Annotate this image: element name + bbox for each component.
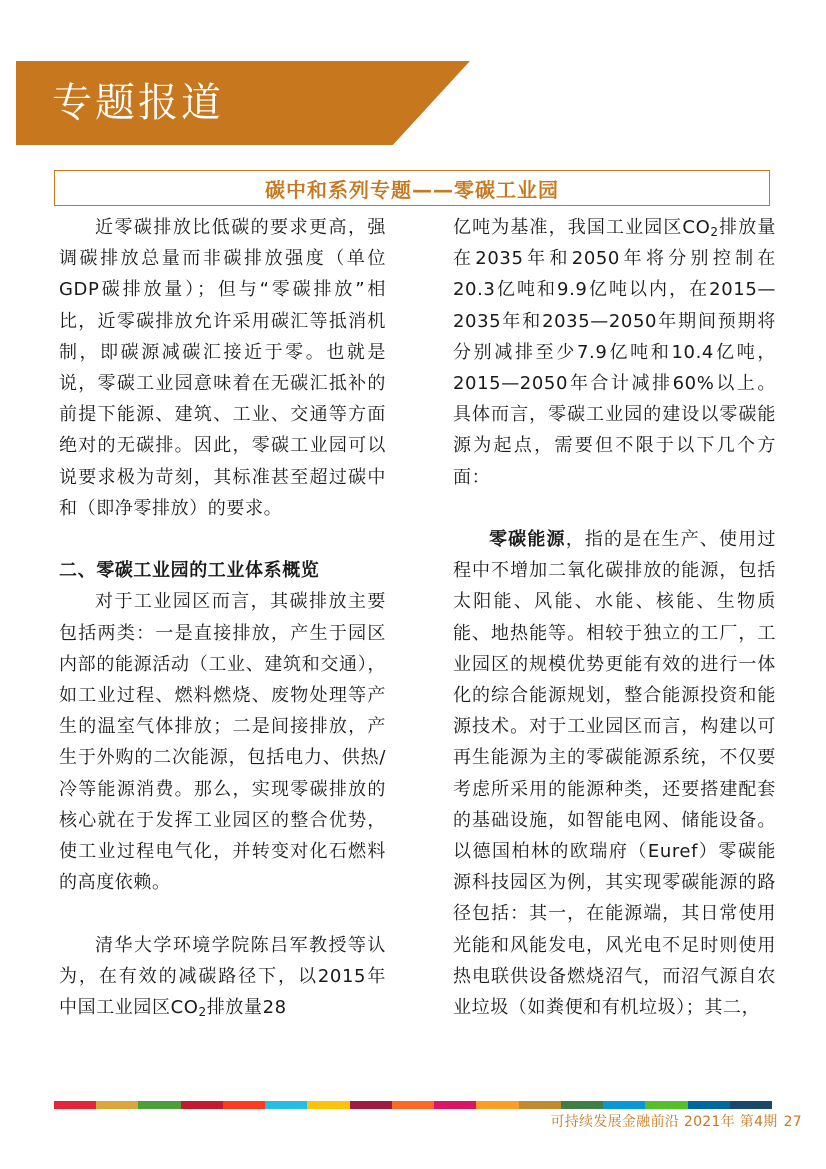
publication-name: 可持续发展金融前沿 2021年 第4期: [550, 1114, 778, 1130]
sdg-color-bar: [54, 1101, 772, 1109]
page-footer: [550, 1111, 802, 1131]
left-paragraph-3-tail: 排放量28: [206, 997, 287, 1019]
right-paragraph-1-text: 亿吨为基准，我国工业园区CO: [453, 217, 711, 238]
article-subtitle-box: [54, 170, 770, 206]
color-bar-segment: [434, 1101, 476, 1109]
color-bar-segment: [223, 1101, 265, 1109]
left-paragraph-3-text: 清华大学环境学院陈吕军教授等认为，在有效的减碳路径下，以2015年中国工业园区CO: [59, 934, 386, 1019]
co2-subscript: 2: [710, 225, 719, 239]
left-paragraph-2: 对于工业园区而言，其碳排放主要包括两类：一是直接排放，产生于园区内部的能源活动（工业、建筑和交通），如工业过程、燃料燃烧、废物处理等产生的温室气体排放；二是间接排放，产生于外购的二次能源，包括电力、供热/冷等能源消费。那么，实现零碳排放的核心就在于发挥工业园区的整合优势，使工业过程电气化，并转变对化石燃料的高度依赖。: [59, 591, 386, 894]
right-paragraph-1-tail: 排放量在2035年和2050年将分别控制在20.3亿吨和9.9亿吨以内，在2015—2035年和2035—2050年期间预期将分别减排至少7.9亿吨和10.4亿吨，2015—2050年合计减排60%以上。具体而言，零碳工业园的建设以零碳能源为起点，需要但不限于以下几个方面：: [453, 217, 776, 488]
color-bar-segment: [265, 1101, 307, 1109]
color-bar-segment: [730, 1101, 772, 1109]
co2-subscript: 2: [198, 1005, 207, 1020]
color-bar-segment: [476, 1101, 518, 1109]
color-bar-segment: [645, 1101, 687, 1109]
right-paragraph-2: [453, 524, 776, 1023]
right-paragraph-1: [453, 212, 776, 493]
page-number: 27: [783, 1114, 802, 1130]
color-bar-segment: [307, 1101, 349, 1109]
color-bar-segment: [181, 1101, 223, 1109]
color-bar-segment: [688, 1101, 730, 1109]
section-title: 专题报道: [52, 80, 224, 126]
color-bar-segment: [603, 1101, 645, 1109]
color-bar-segment: [96, 1101, 138, 1109]
color-bar-segment: [350, 1101, 392, 1109]
term-zero-carbon-energy: 零碳能源: [489, 529, 566, 551]
left-paragraph-1: 近零碳排放比低碳的要求更高，强调碳排放总量而非碳排放强度（单位GDP碳排放量）；但与“零碳排放”相比，近零碳排放允许采用碳汇等抵消机制，即碳源减碳汇接近于零。也就是说，零碳工业园意味着在无碳汇抵补的前提下能源、建筑、工业、交通等方面绝对的无碳排。因此，零碳工业园可以说要求极为苛刻，其标准甚至超过碳中和（即净零排放）的要求。: [59, 217, 386, 519]
color-bar-segment: [519, 1101, 561, 1109]
color-bar-segment: [561, 1101, 603, 1109]
right-column: [453, 212, 776, 1023]
color-bar-segment: [54, 1101, 96, 1109]
color-bar-segment: [138, 1101, 180, 1109]
article-subtitle: 碳中和系列专题——零碳工业园: [265, 177, 559, 202]
left-column: [59, 212, 386, 1023]
color-bar-segment: [392, 1101, 434, 1109]
left-paragraph-3: [59, 930, 386, 1024]
section-heading: 二、零碳工业园的工业体系概览: [59, 560, 320, 582]
right-paragraph-2-text: ，指的是在生产、使用过程中不增加二氧化碳排放的能源，包括太阳能、风能、水能、核能、生物质能、地热能等。相较于独立的工厂，工业园区的规模优势更能有效的进行一体化的综合能源规划，整合能源投资和能源技术。对于工业园区而言，构建以可再生能源为主的零碳能源系统，不仅要考虑所采用的能源种类，还要搭建配套的基础设施，如智能电网、储能设备。以德国柏林的欧瑞府（Euref）零碳能源科技园区为例，其实现零碳能源的路径包括：其一，在能源端，其日常使用光能和风能发电，风光电不足时则使用热电联供设备燃烧沼气，而沼气源自农业垃圾（如粪便和有机垃圾）；其二，: [453, 529, 776, 1019]
